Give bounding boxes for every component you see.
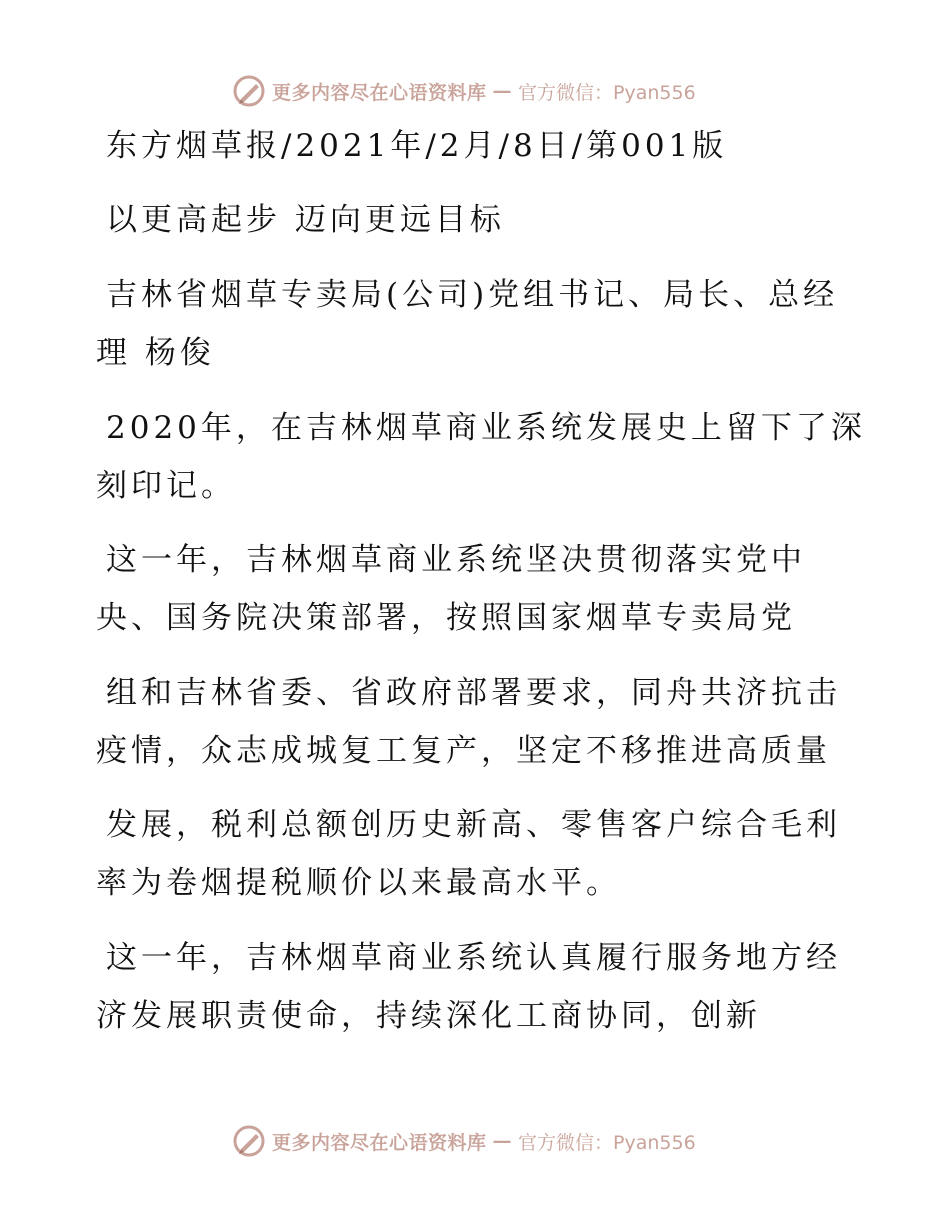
watermark-banner-bottom (232, 1121, 712, 1161)
paragraph-line: 率为卷烟提税顺价以来最高水平。 (96, 865, 621, 901)
paragraph-line: 发展，税利总额创历史新高、零售客户综合毛利 (106, 807, 841, 843)
pen-logo-icon (232, 1124, 266, 1158)
article-title: 以更高起步 迈向更远目标 (106, 202, 505, 238)
paragraph-line: 组和吉林省委、省政府部署要求，同舟共济抗击 (106, 675, 841, 711)
watermark-separator: — (492, 1130, 513, 1152)
paragraph-line: 央、国务院决策部署，按照国家烟草专卖局党 (96, 600, 796, 636)
pen-logo-icon (232, 74, 266, 108)
watermark-wechat: 官方微信：Pyan556 (518, 81, 696, 104)
author-line-1: 吉林省烟草专卖局(公司)党组书记、局长、总经 (106, 277, 839, 313)
watermark-text: 更多内容尽在心语资料库 (272, 1131, 487, 1154)
paragraph-line: 这一年，吉林烟草商业系统认真履行服务地方经 (106, 940, 841, 976)
paragraph-line: 刻印记。 (96, 468, 236, 504)
paragraph-line: 2020年，在吉林烟草商业系统发展史上留下了深 (106, 410, 866, 446)
watermark-text: 更多内容尽在心语资料库 (272, 81, 487, 104)
paragraph-line: 这一年，吉林烟草商业系统坚决贯彻落实党中 (106, 542, 806, 578)
watermark-separator: — (492, 80, 513, 102)
watermark-banner-top (232, 71, 712, 111)
paragraph-line: 疫情，众志成城复工复产，坚定不移推进高质量 (96, 733, 831, 769)
paragraph-line: 济发展职责使命，持续深化工商协同，创新 (96, 998, 761, 1034)
watermark-wechat: 官方微信：Pyan556 (518, 1131, 696, 1154)
author-line-2: 理 杨俊 (96, 335, 215, 371)
article-dateline: 东方烟草报/2021年/2月/8日/第001版 (106, 128, 728, 164)
